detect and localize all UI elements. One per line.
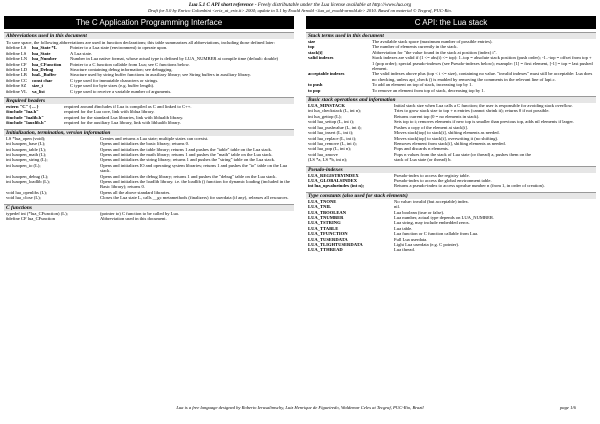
- row-description: Full Lua userdata.: [394, 236, 428, 242]
- table-row: [306, 55, 596, 71]
- row-term: top: [308, 44, 315, 50]
- row-term: LUA_TNUMBER: [308, 214, 344, 220]
- row-term: (LS *a, LS *b, int n);: [308, 157, 348, 163]
- row-description: Opens and initializes the table library; returns 1 and pushes the "table" table on the Lua stack.: [100, 146, 273, 152]
- row-description: The number of elements currently in the stack.: [372, 44, 458, 50]
- left-column: [4, 16, 294, 221]
- row-type: lua_State *L: [32, 45, 57, 51]
- row-term: #include "lua.h": [6, 109, 39, 115]
- row-description: Lua function or C function callable from Lua.: [394, 231, 479, 237]
- row-term: LUA_TUSERDATA: [308, 236, 348, 242]
- section-type-constants: Type constants (also used for stack elements): [306, 192, 596, 199]
- row-description: Pointer to a Lua state (environment) to operate upon.: [70, 45, 168, 51]
- row-type: va_list: [32, 88, 45, 94]
- row-description: Lua string, may include embedded zeros.: [394, 220, 470, 226]
- table-row: [4, 179, 294, 190]
- table-row: [306, 247, 596, 252]
- row-description: Lua boolean (true or false).: [394, 209, 445, 215]
- pseudo-indexes-table: [306, 173, 596, 189]
- row-description: Opens and initializes IO and operating system libraries; returns 1 and pushes the "io" table on the Lua stack.: [100, 162, 288, 174]
- row-description: (pointer to) C function to be called by Lua.: [100, 210, 179, 216]
- row-description: Opens and initializes the string library; returns 1 and pushes the "string" table on the Lua stack.: [100, 157, 276, 163]
- row-term: void lua_pop (L, int n);: [308, 146, 351, 152]
- row-term: LUA_GLOBALSINDEX: [308, 177, 358, 183]
- row-term: LUA_TNONE: [308, 198, 337, 204]
- row-term: to push: [308, 82, 323, 88]
- row-term: #define CF lua_CFunction: [6, 215, 55, 221]
- row-description: C type used for immutable characters or strings.: [70, 77, 159, 83]
- footer-credit: Lua is a free language designed by Roberto Ierusalimschy, Luiz Henrique de Figueiredo, Waldemar Celes at Tecgraf, PUC-Rio, Brazil: [176, 405, 424, 410]
- row-term: #define LS: [6, 50, 27, 56]
- row-term: #define CF: [6, 61, 27, 67]
- row-term: void lua_openlibs (L);: [6, 189, 48, 195]
- row-term: #define LB: [6, 72, 27, 78]
- document-subtitle: Draft for 5.0 by Enrico Colombini <erix_at_erix.it> 2004; update to 5.1 by Ewald Arnold <lua_at_ewald-arnold.de> 2010. Based on material © Tecgraf, PUC-Rio.: [147, 8, 452, 13]
- row-description: A Lua state.: [70, 50, 93, 56]
- section-basic-stack-ops: Basic stack operations and information: [306, 96, 596, 103]
- row-description: Structure containing debug information; see debugging.: [70, 67, 173, 73]
- row-description: stack of Lua state (or thread) b.: [394, 157, 452, 163]
- row-term: int luaopen_base (L);: [6, 141, 46, 147]
- row-term: LUA_TBOOLEAN: [308, 209, 347, 215]
- initialization-table: [4, 136, 294, 201]
- row-description: Opens and initializes the loadlib library. i.e. the loadlib () function for dynamic loading (included in the Basic library); returns 0.: [100, 178, 290, 190]
- row-description: Sets top to i; removes elements if new top is smaller than previous top, adds nil elements if larger.: [394, 119, 574, 125]
- row-description: Opens and initializes the math library; returns 1 and pushes the "math" table on the Lua stack.: [100, 151, 273, 157]
- row-description: Pseudo-index to access the registry table.: [394, 172, 470, 178]
- row-description: Pointer to a C function callable from Lua; see C functions below.: [70, 61, 190, 67]
- row-term: void lua_insert (L, int i);: [308, 130, 354, 136]
- headers-table: [4, 104, 294, 126]
- right-column-title: C API: the Lua stack: [306, 16, 596, 29]
- row-description: required for the Lua core, link with liblua library.: [64, 109, 155, 115]
- row-term: #define VL: [6, 88, 27, 94]
- row-description: No value: invalid (but acceptable) index.: [394, 198, 470, 204]
- row-term: int luaopen_debug (L);: [6, 173, 49, 179]
- row-description: Returns a pseudo-index to access upvalue number n (from 1, in order of creation).: [394, 183, 545, 189]
- row-description: Pops n values from the stack of Lua state (or thread) a, pushes them on the: [394, 151, 532, 157]
- row-term: void lua_replace (L, int i);: [308, 135, 357, 141]
- row-description: Removes element from stack[i], shifting elements as needed.: [394, 140, 506, 146]
- page-number: page 1/6: [560, 405, 576, 410]
- right-column: [306, 16, 596, 253]
- row-term: LUA_MINSTACK: [308, 103, 345, 109]
- row-description: Pushes a copy of the element at stack[i].: [394, 124, 468, 130]
- table-row: [306, 183, 596, 188]
- row-term: void lua_settop (L, int i);: [308, 119, 355, 125]
- row-term: acceptable indexes: [308, 71, 345, 77]
- row-description: The valid indexes above plus (top < i <= size), containing no value. "invalid indexes" must still be acceptable: Lua does no checking, unless api_check () is enabled by removing the comments in the relevant line of lapi.c.: [372, 71, 593, 82]
- row-description: C type used to receive a variable number of arguments.: [70, 88, 172, 94]
- row-description: To add an element on top of stack, increasing top by 1.: [372, 82, 473, 88]
- row-term: LUA_TTHREAD: [308, 247, 343, 253]
- row-description: C type used for byte sizes (e.g. buffer length).: [70, 83, 155, 89]
- row-type: luaL_Buffer: [32, 72, 57, 78]
- row-term: #define LN: [6, 56, 28, 62]
- row-description: Structure used by string buffer functions in auxiliary library; see String buffers in auxiliary library.: [70, 72, 252, 78]
- row-term: #define CC: [6, 77, 28, 83]
- row-term: typedef int (*lua_CFunction) (L);: [6, 210, 68, 216]
- row-description: Opens all the above standard libraries.: [100, 189, 171, 195]
- row-description: Opens and initializes the debug library; returns 1 and pushes the "debug" table on the Lua stack.: [100, 173, 277, 179]
- row-type: const char: [32, 77, 53, 83]
- row-type: lua_State: [32, 50, 51, 56]
- row-description: Creates and returns a Lua state; multiple states can coexist.: [100, 135, 209, 141]
- row-description: Opens and initializes the basic library; returns 0.: [100, 141, 190, 147]
- row-description: Initial stack size when Lua calls a C function; the user is responsible for avoiding stack overflow.: [394, 103, 573, 109]
- row-term: int lua_checkstack (L, int n);: [308, 108, 361, 114]
- row-type: lua_Debug: [32, 67, 54, 73]
- row-description: Lua table.: [394, 225, 413, 231]
- row-description: Pseudo-index to access the global environment table.: [394, 177, 492, 183]
- row-term: LUA_TLIGHTUSERDATA: [308, 242, 363, 247]
- row-term: stack[i]: [308, 49, 323, 55]
- c-functions-table: [4, 211, 294, 222]
- table-row: [306, 71, 596, 82]
- basic-stack-ops-table: [306, 103, 596, 162]
- abbreviations-intro: To save space, the following abbreviations are used in function declarations; this table summarizes all abbreviations, including those defined later:: [6, 40, 275, 45]
- row-description: Abbreviation for "the value found in the stack at position (index) i".: [372, 49, 497, 55]
- row-term: int luaopen_loadlib (L);: [6, 178, 50, 184]
- row-term: valid indexes: [308, 55, 334, 61]
- row-term: LUA_REGISTRYINDEX: [308, 172, 359, 178]
- section-pseudo-indexes: Pseudo-indexes: [306, 166, 596, 173]
- row-term: to pop: [308, 87, 321, 93]
- row-term: #define LD: [6, 67, 28, 73]
- section-headers: Required headers: [4, 97, 294, 104]
- row-term: extern "C" { ... }: [6, 104, 39, 110]
- row-term: int luaopen_math (L);: [6, 151, 47, 157]
- row-description: Returns current top (0 = no elements in stack).: [394, 113, 480, 119]
- row-description: Lua number, actual type depends on LUA_NUMBER.: [394, 214, 495, 220]
- row-description: Closes the Lua state L, calls __gc metamethods (finalizers) for userdata (if any), releases all resources.: [100, 195, 289, 201]
- row-description: required around #includes if Lua is compiled as C and linked to C++.: [64, 104, 192, 110]
- table-row: [306, 157, 596, 162]
- row-term: int luaopen_string (L);: [6, 157, 48, 163]
- table-row: [306, 88, 596, 93]
- row-description: To remove an element from top of stack, decreasing top by 1.: [372, 87, 485, 93]
- document-title-main: Lua 5.1 C API short reference: [188, 2, 254, 8]
- row-term: void lua_close (L);: [6, 195, 41, 201]
- row-description: Moves stack[top] to stack[i], overwriting it (no shifting).: [394, 135, 499, 141]
- row-term: int luaopen_io (L);: [6, 162, 41, 168]
- row-term: size: [308, 39, 316, 44]
- row-type: lua_Number: [32, 56, 57, 62]
- row-term: #define SZ: [6, 83, 27, 89]
- row-term: LUA_TTABLE: [308, 225, 339, 231]
- table-row: [4, 216, 294, 221]
- row-term: void lua_pushvalue (L, int i);: [308, 124, 362, 130]
- row-description: required for the auxiliary Lua library, link with liblualib library.: [64, 120, 181, 126]
- row-description: Moves stack[top] to stack[i], shifting elements as needed.: [394, 130, 500, 136]
- row-term: int lua_gettop (L);: [308, 113, 342, 119]
- row-term: LS *lua_open (void);: [6, 135, 46, 141]
- row-description: nil.: [394, 204, 400, 210]
- row-term: #define LS: [6, 45, 27, 51]
- row-description: Abbreviation used in this document.: [100, 215, 167, 221]
- type-constants-table: [306, 199, 596, 253]
- row-description: required for the standard Lua libraries, link with liblualib library.: [64, 114, 184, 120]
- row-description: Lua thread.: [394, 247, 415, 253]
- row-description: Pops and discards n elements.: [394, 146, 449, 152]
- row-term: #include "lauxlib.h": [6, 120, 47, 126]
- row-type: size_t: [32, 83, 43, 89]
- row-term: void lua_remove (L, int i);: [308, 140, 357, 146]
- row-description: Light Lua userdata (e.g. C pointer).: [394, 242, 460, 247]
- abbreviations-table: [4, 45, 294, 94]
- section-c-functions: C functions: [4, 204, 294, 211]
- document-title-license: - Freely distributable under the Lua license available at http://www.lua.org: [253, 2, 412, 8]
- section-initialization: Initialization, termination, version information: [4, 129, 294, 136]
- left-column-title: The C Application Programming Interface: [4, 16, 294, 29]
- row-term: int luaopen_table (L);: [6, 146, 47, 152]
- row-description: Tries to grow stack size to top + n entries (cannot shrink it); returns 0 if not possible.: [394, 108, 550, 114]
- row-description: Stack indexes are valid if (1 <= abs(i) <= top): 1..top = absolute stack position (push order); -1..-top = offset from top + 1 (pop order); special pseudo-indexes (see Pseudo-indexes below); example: [1] = first element, [-1] = top = last pushed element.: [372, 55, 593, 72]
- row-term: void lua_xmove: [308, 151, 338, 157]
- section-abbreviations: Abbreviations used in this document: [4, 32, 294, 39]
- table-row: [4, 195, 294, 200]
- row-term: LUA_TNIL: [308, 204, 332, 210]
- row-term: LUA_TFUNCTION: [308, 231, 348, 237]
- row-description: Number in Lua native format, whose actual type is defined by LUA_NUMBER at compile time (default: double): [70, 56, 279, 62]
- row-type: lua_CFunction: [32, 61, 62, 67]
- row-term: #include "lualib.h": [6, 114, 44, 120]
- row-term: int lua_upvalueindex (int n);: [308, 183, 365, 189]
- section-stack-terms: Stack terms used in this document: [306, 32, 596, 39]
- table-row: [4, 89, 294, 94]
- stack-terms-table: [306, 39, 596, 93]
- table-row: [4, 120, 294, 125]
- row-description: The available stack space (maximum number of possible entries).: [372, 39, 493, 44]
- row-term: LUA_TSTRING: [308, 220, 341, 226]
- table-row: [4, 163, 294, 174]
